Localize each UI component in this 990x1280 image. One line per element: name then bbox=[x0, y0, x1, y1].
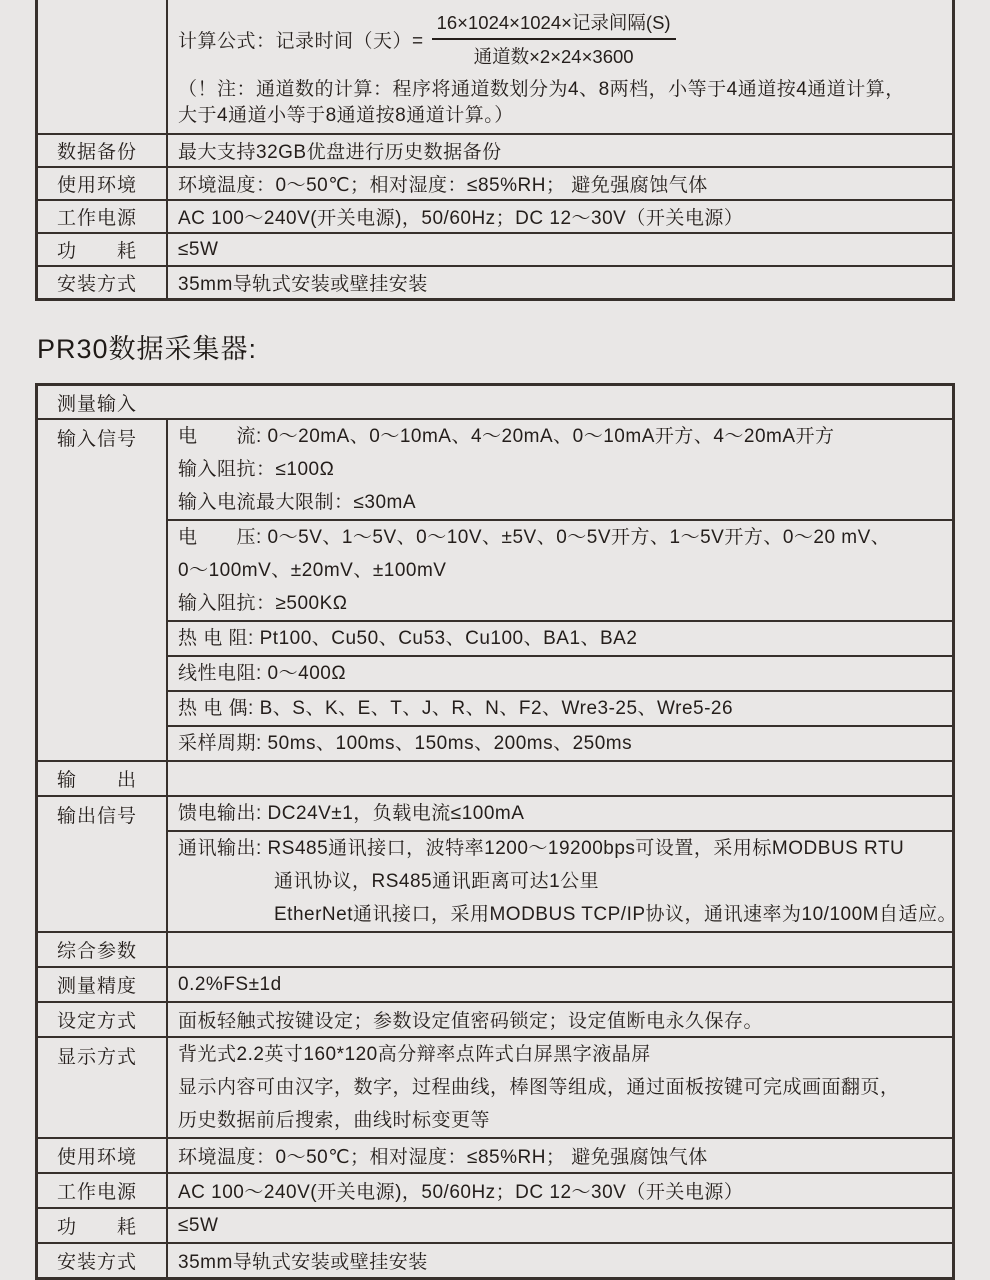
empty-cell bbox=[168, 933, 952, 966]
row-label: 使用环境 bbox=[38, 1139, 168, 1172]
comm-output-block bbox=[168, 830, 957, 931]
comm-output-line1: 通讯输出: RS485通讯接口，波特率1200～19200bps可设置，采用标MODBUS RTU bbox=[178, 838, 905, 859]
formula-row-empty-label bbox=[38, 0, 168, 133]
row-label: 安装方式 bbox=[38, 1244, 168, 1277]
row-power-supply bbox=[38, 199, 952, 232]
display-line3: 历史数据前后搜索，曲线时标变更等 bbox=[178, 1110, 491, 1131]
row-power-supply bbox=[38, 1172, 952, 1207]
pr30-spec-table bbox=[35, 383, 955, 1280]
display-content bbox=[168, 1038, 952, 1137]
formula-note-line1: （！注：通道数的计算：程序将通道数划分为4、8两档，小等于4通道按4通道计算， bbox=[178, 79, 905, 100]
row-section-general bbox=[38, 931, 952, 966]
display-line2: 显示内容可由汉字，数字，过程曲线，棒图等组成，通过面板按键可完成画面翻页， bbox=[178, 1077, 900, 1098]
row-value: 环境温度：0～50℃；相对湿度：≤85%RH； 避免强腐蚀气体 bbox=[178, 1147, 708, 1168]
thermocouple-block bbox=[168, 690, 952, 725]
linear-resistance-range: 线性电阻: 0～400Ω bbox=[178, 663, 347, 684]
display-block bbox=[168, 1038, 952, 1137]
row-label: 输出信号 bbox=[38, 797, 168, 931]
row-label: 数据备份 bbox=[38, 135, 168, 166]
formula-note bbox=[178, 72, 952, 129]
voltage-ranges-line1: 电 压: 0～5V、1～5V、0～10V、±5V、0～5V开方、1～5V开方、0～20 mV、 bbox=[178, 527, 891, 548]
comm-output-line2: 通讯协议，RS485通讯距离可达1公里 bbox=[274, 871, 600, 892]
row-section-output bbox=[38, 760, 952, 795]
row-value: 0.2%FS±1d bbox=[178, 973, 282, 995]
row-accuracy bbox=[38, 966, 952, 1001]
linear-resistance-block bbox=[168, 655, 952, 690]
row-value: ≤5W bbox=[178, 1214, 219, 1236]
voltage-input-impedance: 输入阻抗：≥500KΩ bbox=[178, 593, 348, 614]
record-time-formula bbox=[178, 6, 952, 72]
row-value: AC 100～240V(开关电源)，50/60Hz；DC 12～30V（开关电源） bbox=[178, 1182, 744, 1203]
row-label: 测量精度 bbox=[38, 968, 168, 1001]
row-section-measure-input: 测量输入 bbox=[57, 393, 138, 415]
row-label: 综合参数 bbox=[38, 933, 168, 966]
row-environment bbox=[38, 1137, 952, 1172]
row-value: 环境温度：0～50℃；相对湿度：≤85%RH； 避免强腐蚀气体 bbox=[178, 175, 708, 196]
current-input-impedance: 输入阻抗：≤100Ω bbox=[178, 459, 335, 480]
output-signal-content bbox=[168, 797, 957, 931]
input-voltage-block bbox=[168, 519, 952, 620]
row-record-time-formula bbox=[38, 0, 952, 133]
row-label: 安装方式 bbox=[38, 267, 168, 298]
formula-prefix: 计算公式：记录时间（天）= bbox=[178, 30, 424, 52]
row-mounting bbox=[38, 1242, 952, 1277]
row-mounting bbox=[38, 265, 952, 298]
spec-table-continued bbox=[35, 0, 955, 301]
fraction-denominator: 通道数×2×24×3600 bbox=[473, 46, 634, 67]
row-value: AC 100～240V(开关电源)，50/60Hz；DC 12～30V（开关电源） bbox=[178, 208, 744, 229]
row-data-backup bbox=[38, 133, 952, 166]
sampling-period-values: 采样周期: 50ms、100ms、150ms、200ms、250ms bbox=[178, 733, 633, 754]
row-label: 工作电源 bbox=[38, 201, 168, 232]
comm-output-line3: EtherNet通讯接口，采用MODBUS TCP/IP协议，通讯速率为10/100M自适应。 bbox=[274, 904, 957, 925]
row-label: 设定方式 bbox=[38, 1003, 168, 1036]
rtd-types: 热 电 阻: Pt100、Cu50、Cu53、Cu100、BA1、BA2 bbox=[178, 628, 638, 649]
feed-power-block bbox=[168, 797, 952, 830]
page-title: PR30数据采集器: bbox=[37, 334, 258, 364]
display-line1: 背光式2.2英寸160*120高分辩率点阵式白屏黑字液晶屏 bbox=[178, 1044, 651, 1065]
row-display-method bbox=[38, 1036, 952, 1137]
row-value: 面板轻触式按键设定；参数设定值密码锁定；设定值断电永久保存。 bbox=[178, 1011, 764, 1032]
sampling-period-block bbox=[168, 725, 952, 760]
input-signal-content bbox=[168, 420, 952, 760]
row-label: 使用环境 bbox=[38, 168, 168, 199]
row-input-signal bbox=[38, 418, 952, 760]
row-environment bbox=[38, 166, 952, 199]
current-max-limit: 输入电流最大限制：≤30mA bbox=[178, 492, 417, 513]
formula-note-line2: 大于4通道小等于8通道按8通道计算。） bbox=[178, 105, 514, 126]
current-ranges: 电 流: 0～20mA、0～10mA、4～20mA、0～10mA开方、4～20mA开方 bbox=[178, 426, 835, 447]
empty-cell bbox=[168, 762, 952, 795]
fraction-numerator: 16×1024×1024×记录间隔(S) bbox=[432, 9, 676, 40]
row-label: 功 耗 bbox=[38, 234, 168, 265]
voltage-ranges-line2: 0～100mV、±20mV、±100mV bbox=[178, 560, 447, 581]
row-value: 最大支持32GB优盘进行历史数据备份 bbox=[178, 142, 502, 163]
formula-cell bbox=[168, 0, 952, 133]
row-value: 35mm导轨式安装或壁挂安装 bbox=[178, 1252, 428, 1273]
thermocouple-types: 热 电 偶: B、S、K、E、T、J、R、N、F2、Wre3-25、Wre5-26 bbox=[178, 698, 734, 719]
rtd-block bbox=[168, 620, 952, 655]
row-power-consumption bbox=[38, 232, 952, 265]
row-setting-method bbox=[38, 1001, 952, 1036]
formula-fraction bbox=[432, 9, 676, 69]
row-power-consumption bbox=[38, 1207, 952, 1242]
row-value: 35mm导轨式安装或壁挂安装 bbox=[178, 274, 428, 295]
feed-power-output: 馈电输出: DC24V±1，负载电流≤100mA bbox=[178, 803, 525, 824]
row-value: ≤5W bbox=[178, 238, 219, 260]
row-output-signal bbox=[38, 795, 957, 931]
row-label: 功 耗 bbox=[38, 1209, 168, 1242]
row-label: 显示方式 bbox=[38, 1038, 168, 1137]
row-label: 输入信号 bbox=[38, 420, 168, 760]
input-current-block bbox=[168, 420, 952, 519]
row-label: 输 出 bbox=[38, 762, 168, 795]
row-label: 工作电源 bbox=[38, 1174, 168, 1207]
